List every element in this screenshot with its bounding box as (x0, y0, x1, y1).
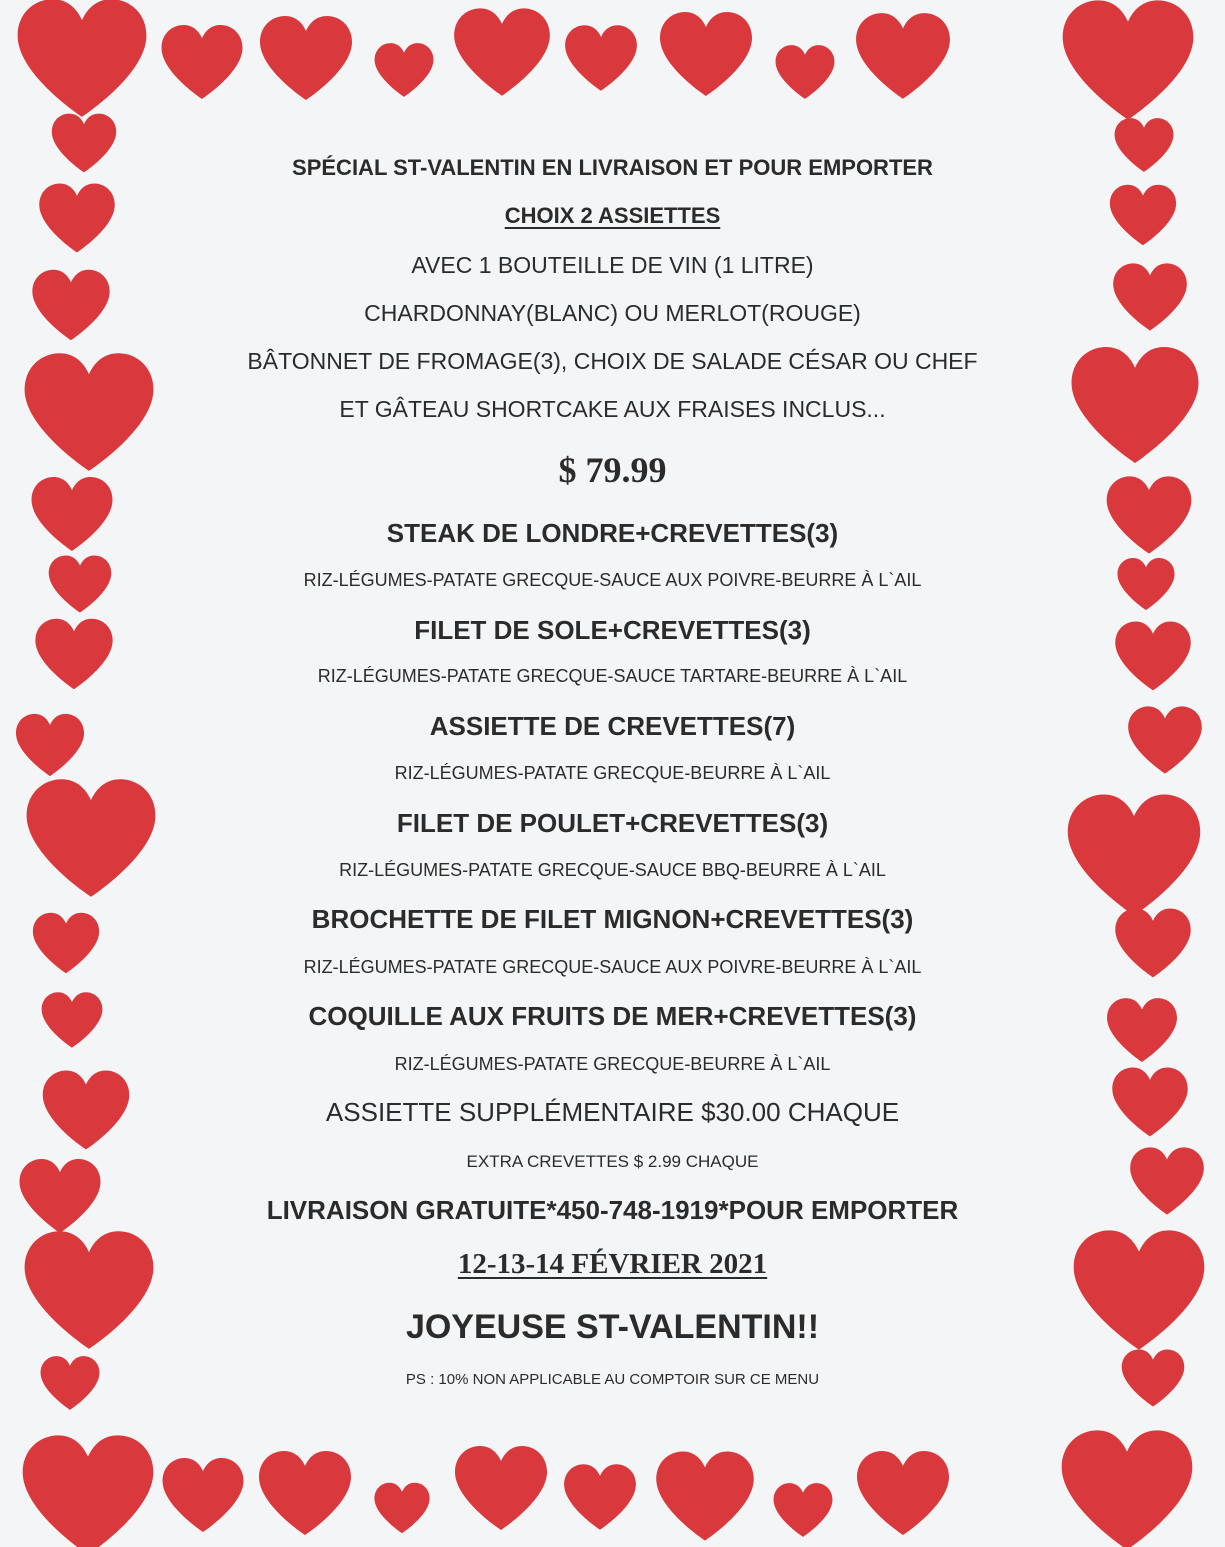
plate-name: STEAK DE LONDRE+CREVETTES(3) (386, 518, 839, 548)
plate-name: ASSIETTE DE CREVETTES(7) (429, 711, 796, 741)
greeting: JOYEUSE ST-VALENTIN!! (405, 1308, 820, 1346)
plate-sides: RIZ-LÉGUMES-PATATE GRECQUE-SAUCE AUX POIVRE-BEURRE À L`AIL (303, 570, 922, 590)
flyer-subtitle: CHOIX 2 ASSIETTES (504, 203, 721, 228)
extra-plate-price: ASSIETTE SUPPLÉMENTAIRE $30.00 CHAQUE (325, 1097, 900, 1127)
plate-sides: RIZ-LÉGUMES-PATATE GRECQUE-BEURRE À L`AIL (394, 1054, 831, 1074)
plate-sides: RIZ-LÉGUMES-PATATE GRECQUE-BEURRE À L`AIL (394, 763, 831, 783)
plate-name: COQUILLE AUX FRUITS DE MER+CREVETTES(3) (308, 1001, 917, 1031)
price: $ 79.99 (558, 450, 667, 490)
flyer-title: SPÉCIAL ST-VALENTIN EN LIVRAISON ET POUR EMPORTER (292, 155, 933, 180)
plate-sides: RIZ-LÉGUMES-PATATE GRECQUE-SAUCE BBQ-BEURRE À L`AIL (339, 860, 886, 880)
event-dates: 12-13-14 FÉVRIER 2021 (457, 1248, 768, 1280)
footnote: PS : 10% NON APPLICABLE AU COMPTOIR SUR CE MENU (405, 1371, 820, 1388)
includes-line: BÂTONNET DE FROMAGE(3), CHOIX DE SALADE CÉSAR OU CHEF (247, 348, 978, 374)
delivery-phone: LIVRAISON GRATUITE*450-748-1919*POUR EMPORTER (266, 1195, 959, 1225)
extra-shrimp-price: EXTRA CREVETTES $ 2.99 CHAQUE (466, 1152, 759, 1171)
includes-line: ET GÂTEAU SHORTCAKE AUX FRAISES INCLUS... (339, 396, 886, 422)
plate-name: FILET DE SOLE+CREVETTES(3) (414, 615, 811, 645)
includes-line: AVEC 1 BOUTEILLE DE VIN (1 LITRE) (411, 252, 814, 278)
plate-name: BROCHETTE DE FILET MIGNON+CREVETTES(3) (311, 904, 914, 934)
plate-name: FILET DE POULET+CREVETTES(3) (396, 808, 829, 838)
plate-sides: RIZ-LÉGUMES-PATATE GRECQUE-SAUCE TARTARE-BEURRE À L`AIL (317, 666, 908, 686)
includes-line: CHARDONNAY(BLANC) OU MERLOT(ROUGE) (364, 300, 861, 326)
plate-sides: RIZ-LÉGUMES-PATATE GRECQUE-SAUCE AUX POIVRE-BEURRE À L`AIL (303, 957, 922, 977)
